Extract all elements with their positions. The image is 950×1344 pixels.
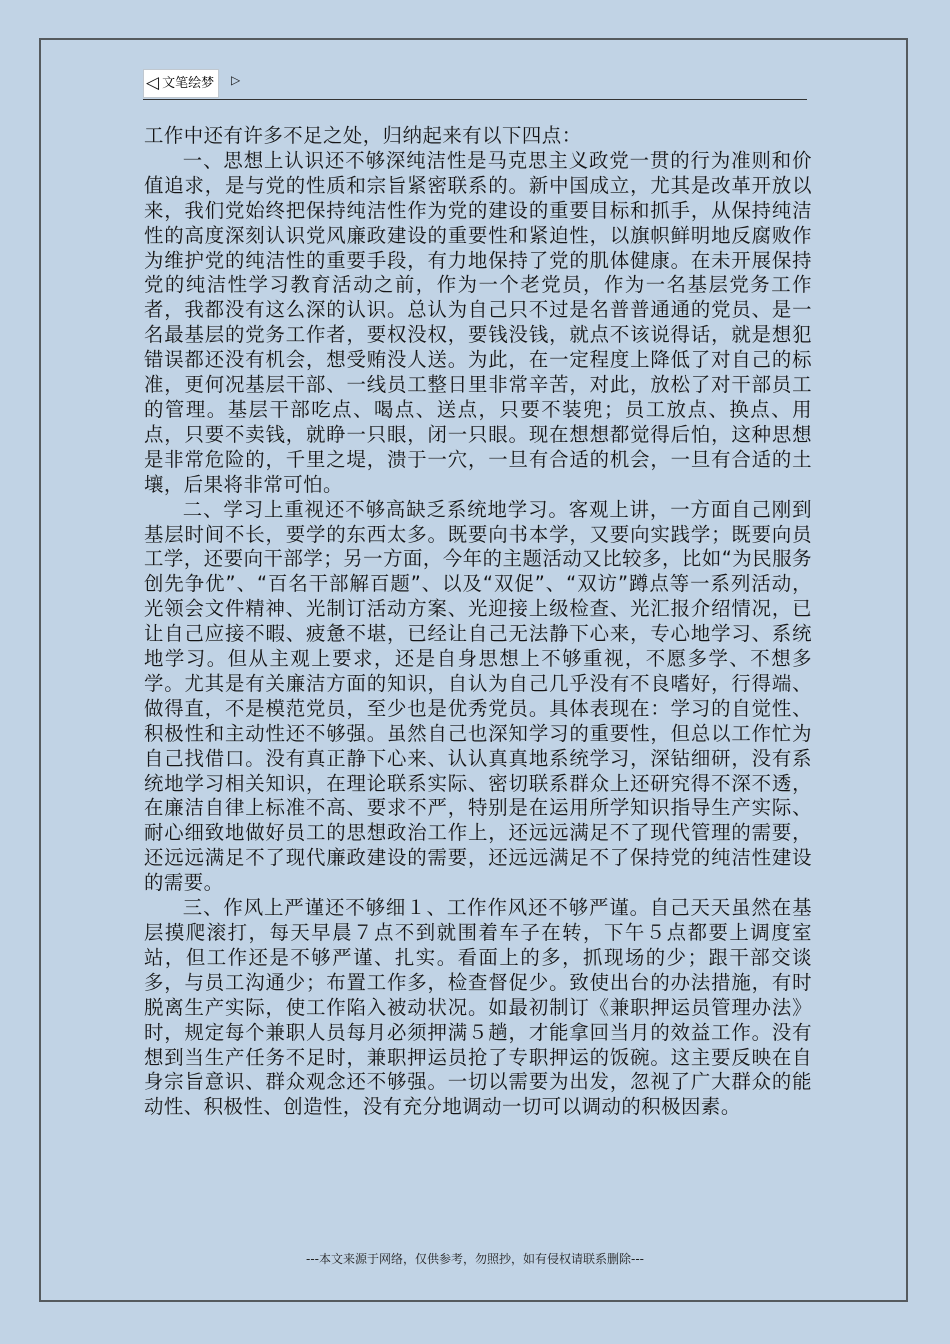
document-body xyxy=(144,124,812,1120)
paragraph-thinking: 一、思想上认识还不够深纯洁性是马克思主义政党一贯的行为准则和价值追求，是与党的性质和宗旨紧密联系的。新中国成立，尤其是改革开放以来，我们党始终把保持纯洁性作为党的建设的重要目标和抓手，从保持纯洁性的高度深刻认识党风廉政建设的重要性和紧迫性，以旗帜鲜明地反腐败作为维护党的纯洁性的重要手段，有力地保持了党的肌体健康。在未开展保持党的纯洁性学习教育活动之前，作为一个老党员，作为一名基层党务工作者，我都没有这么深的认识。总认为自己只不过是名普普通通的党员、是一名最基层的党务工作者，要权没权，要钱没钱，就点不该说得话，就是想犯错误都还没有机会，想受贿没人送。为此，在一定程度上降低了对自己的标准，更何况基层干部、一线员工整日里非常辛苦，对此，放松了对干部员工的管理。基层干部吃点、喝点、送点，只要不装兜；员工放点、换点、用点，只要不卖钱，就睁一只眼，闭一只眼。现在想想都觉得后怕，这种思想是非常危险的，千里之堤，溃于一穴，一旦有合适的机会，一旦有合适的土壤，后果将非常可怕。 xyxy=(144,148,812,496)
footer-note: ---本文来源于网络，仅供参考，勿照抄，如有侵权请联系删除--- xyxy=(306,1252,644,1266)
triangle-right-icon: ▷ xyxy=(231,73,241,87)
brand-tab xyxy=(143,69,219,98)
intro-paragraph: 工作中还有许多不足之处，归纳起来有以下四点： xyxy=(144,124,582,147)
paragraph-study: 二、学习上重视还不够高缺乏系统地学习。客观上讲，一方面自己刚到基层时间不长，要学的东西太多。既要向书本学，又要向实践学；既要向员工学，还要向干部学；另一方面，今年的主题活动又比较多，比如“为民服务创先争优”、“百名干部解百题”、以及“双促”、“双访”蹲点等一系列活动，光领会文件精神、光制订活动方案、光迎接上级检查、光汇报介绍情况，已让自己应接不暇、疲惫不堪，已经让自己无法静下心来，专心地学习、系统地学习。但从主观上要求，还是自身思想上不够重视，不愿多学、不想多学。尤其是有关廉洁方面的知识，自认为自己几乎没有不良嗜好，行得端、做得直，不是模范党员，至少也是优秀党员。具体表现在：学习的自觉性、积极性和主动性还不够强。虽然自己也深知学习的重要性，但总以工作忙为自己找借口。没有真正静下心来、认认真真地系统学习，深钻细研，没有系统地学习相关知识，在理论联系实际、密切联系群众上还研究得不深不透，在廉洁自律上标准不高、要求不严，特别是在运用所学知识指导生产实际、耐心细致地做好员工的思想政治工作上，还远远满足不了现代管理的需要，还远远满足不了现代廉政建设的需要，还远远满足不了保持党的纯洁性建设的需要。 xyxy=(144,497,812,895)
paragraph-style: 三、作风上严谨还不够细１、工作作风还不够严谨。自己天天虽然在基层摸爬滚打，每天早晨７点不到就围着车子在转，下午５点都要上调度室站，但工作还是不够严谨、扎实。看面上的多，抓现场的少；跟干部交谈多，与员工沟通少；布置工作多，检查督促少。致使出台的办法措施，有时脱离生产实际，使工作陷入被动状况。如最初制订《兼职押运员管理办法》时，规定每个兼职人员每月必须押满５趟，才能拿回当月的效益工作。没有想到当生产任务不足时，兼职押运员抢了专职押运的饭碗。这主要反映在自身宗旨意识、群众观念还不够强。一切以需要为出发，忽视了广大群众的能动性、积极性、创造性，没有充分地调动一切可以调动的积极因素。 xyxy=(144,896,812,1119)
triangle-left-icon: ◁ xyxy=(146,73,160,93)
brand-label: 文笔绘梦 xyxy=(162,76,215,91)
page-header xyxy=(143,69,807,100)
